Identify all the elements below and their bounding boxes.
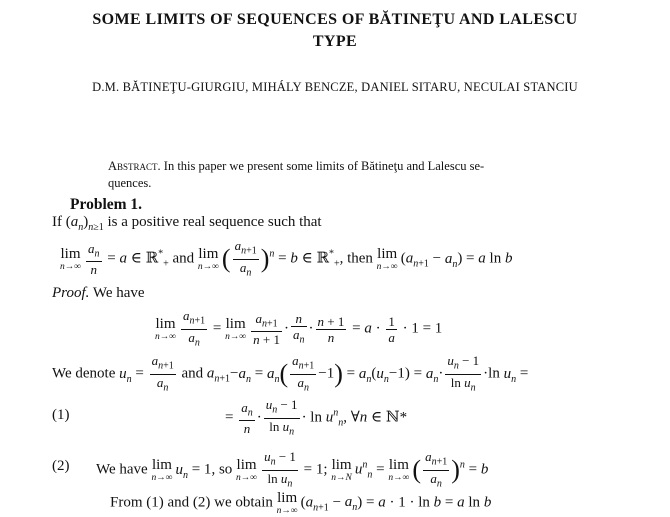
- problem-hypotheses: lim n→∞ $\frac{a_n}{n}$ = a ∈ ℝ*$_+$ and lim n→∞ ( $\frac{a_{n+1}}{a_n}$ )$^n$ = b ∈ ℝ*$_+$, then lim n→∞ $(a_{n+1} - a_n) = a$ ln b: [60, 238, 513, 279]
- text-if: If: [52, 214, 62, 230]
- math-fraction: $\frac{u_n - 1}{\ln u_n}$: [264, 449, 296, 490]
- display-equation-1: lim n→∞ $\frac{a_{n+1}}{a_n}$ = lim n→∞ $\frac{a_{n+1}}{n + 1}$ · $\frac{n}{a_n}$ · $\frac{n + 1}{n}$ = a · $\frac{1}{a}$ · 1 = 1: [155, 308, 443, 349]
- math-fraction: $\frac{a_{n+1}}{a_n}$: [292, 353, 315, 394]
- math-fraction: $\frac{a_{n+1}}{a_n}$: [425, 449, 448, 490]
- denote-line: We denote $u_n$ = $\frac{a_{n+1}}{a_n}$ and $a_{n+1}-a_n = a_n$( $\frac{a_{n+1}}{a_n}$ $-1) = a_n(u_n-1) = a_n\cdot$ $\frac{u_n - 1}{\ln u_n}$ ·ln $u_n$ =: [52, 353, 529, 394]
- proof-text: We have: [92, 285, 145, 301]
- proof-label: Proof.: [52, 285, 90, 301]
- math-sequence: $(a_n)_{n\ge 1}$: [65, 214, 104, 233]
- math-fraction: $\frac{1}{a}$: [388, 313, 395, 345]
- math-fraction: $\frac{a_n}{n}$: [88, 240, 100, 278]
- math-limit: lim n→∞: [276, 490, 298, 516]
- math-fraction: $\frac{a_{n+1}}{a_n}$: [234, 238, 257, 279]
- text-then: , then: [339, 250, 373, 267]
- equation-1: = $\frac{a_n}{n}$ · $\frac{u_n - 1}{\ln u_n}$ · $\ln u^n_n$, ∀n ∈ ℕ*: [225, 397, 408, 438]
- abstract-text-line1: In this paper we present some limits of Bătineţu and Lalescu se-: [163, 159, 485, 173]
- abstract: [108, 158, 558, 192]
- math-limit: lim n→∞: [225, 316, 247, 343]
- math-limit: lim n→∞: [155, 316, 177, 343]
- abstract-text-line2: quences.: [108, 176, 152, 190]
- math-fraction: $\frac{a_{n+1}}{a_n}$: [183, 308, 206, 349]
- paper-authors: D.M. BĂTINEŢU-GIURGIU, MIHÁLY BENCZE, DANIEL SITARU, NECULAI STANCIU: [92, 80, 578, 94]
- math-limit: lim n→∞: [376, 246, 398, 273]
- math-limit: lim n→∞: [151, 457, 173, 484]
- conclusion-line: From (1) and (2) we obtain lim n→∞ $(a_{n+1} - a_n) = a \cdot 1 \cdot \ln b = a$ ln b: [110, 490, 492, 516]
- math-limit: lim n→∞: [236, 457, 258, 484]
- math-limit: lim n→∞: [197, 246, 219, 273]
- math-fraction: $\frac{u_n - 1}{\ln u_n}$: [447, 353, 480, 394]
- math-fraction: $\frac{a_{n+1}}{a_n}$: [151, 353, 174, 394]
- problem-heading: Problem 1.: [70, 196, 143, 213]
- text-positive-sequence: is a positive real sequence such that: [107, 214, 322, 230]
- text-so: , so: [211, 461, 233, 478]
- eq2-label: (2): [52, 458, 70, 474]
- proof-line: [52, 285, 145, 302]
- problem-statement: [52, 214, 322, 233]
- math-limit: lim n→N: [331, 457, 352, 484]
- text-we-have: We have: [96, 461, 148, 478]
- text-and-2: and: [181, 365, 204, 382]
- equation-2: We have lim n→∞ $u_n = 1$, so lim n→∞ $\frac{u_n - 1}{\ln u_n}$ = 1; lim n→N $u^n_n$ = lim n→∞ ( $\frac{a_{n+1}}{a_n}$ )$^n$ = b: [96, 449, 489, 490]
- math-fraction: $\frac{n + 1}{n}$: [317, 313, 345, 345]
- text-and: and: [172, 250, 195, 267]
- abstract-label: Abstract.: [108, 159, 161, 173]
- text-from: From (1) and (2) we obtain: [110, 494, 273, 511]
- math-fraction: $\frac{u_n - 1}{\ln u_n}$: [265, 397, 298, 438]
- math-fraction: $\frac{a_n}{n}$: [241, 399, 253, 437]
- math-fraction: $\frac{n}{a_n}$: [293, 310, 305, 346]
- math-fraction: $\frac{a_{n+1}}{n + 1}$: [253, 310, 281, 348]
- eq1-label: (1): [52, 407, 70, 423]
- math-limit: lim n→∞: [60, 246, 82, 273]
- paper-title-line2: TYPE: [312, 33, 358, 50]
- math-limit: lim n→∞: [388, 457, 410, 484]
- paper-title-line1: SOME LIMITS OF SEQUENCES OF BĂTINEŢU AND LALESCU: [92, 11, 578, 28]
- text-we-denote: We denote: [52, 365, 116, 382]
